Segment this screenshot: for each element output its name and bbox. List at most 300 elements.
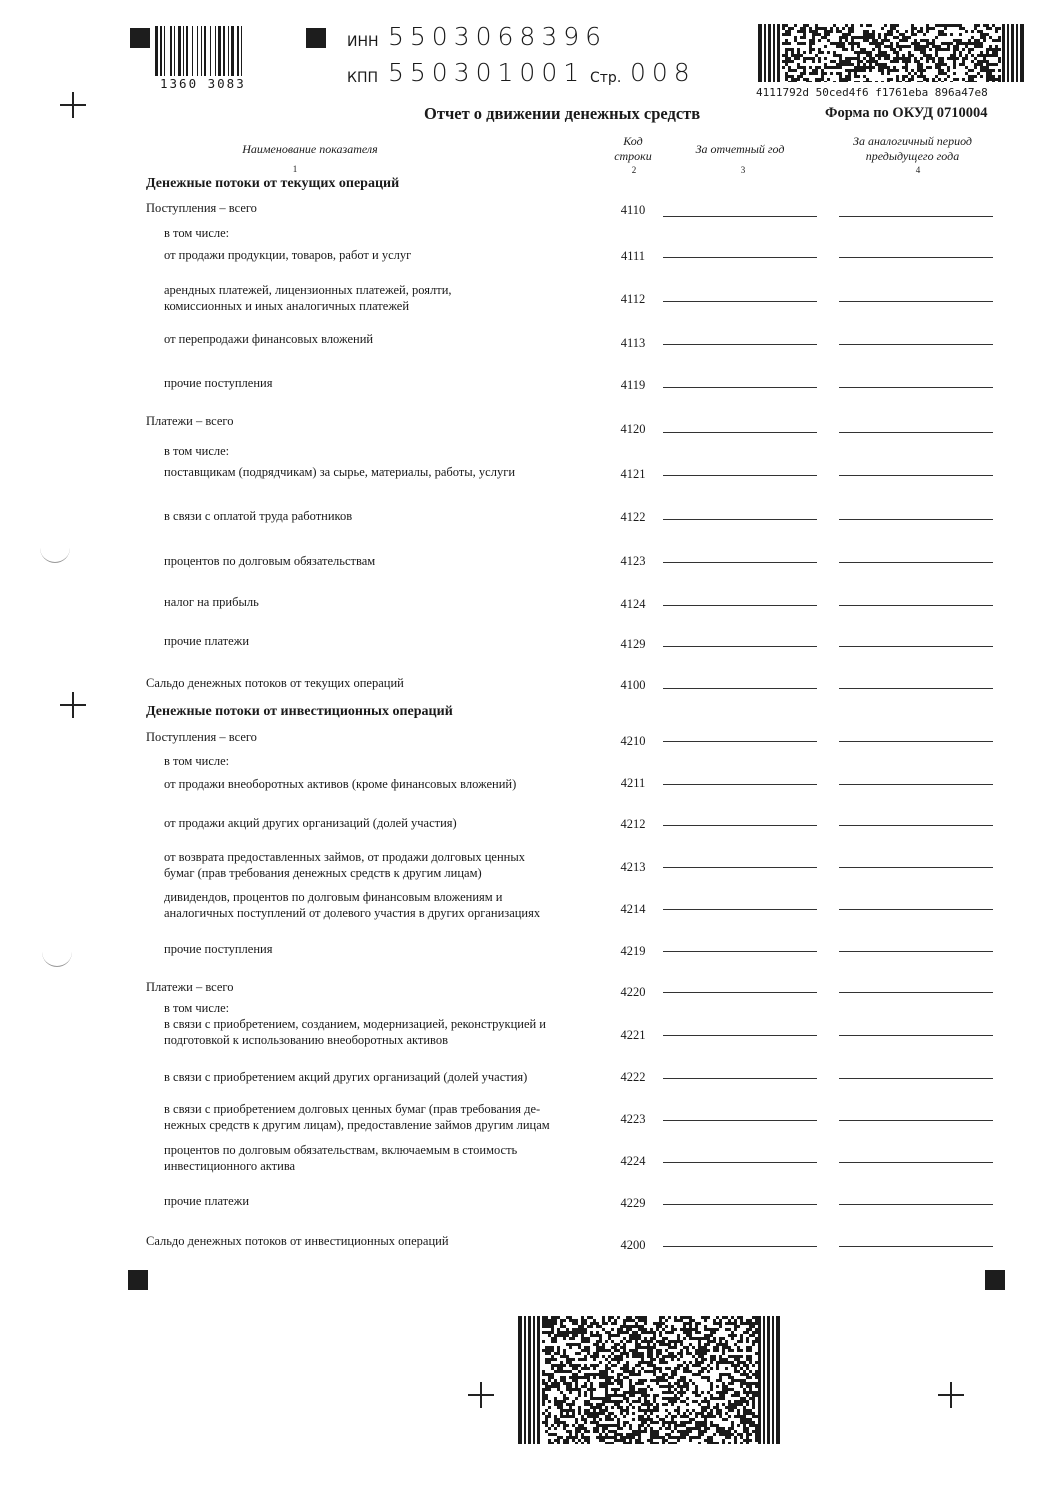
barcode-module [608, 1355, 611, 1358]
barcode-module [644, 1346, 647, 1349]
barcode-module [686, 1349, 689, 1352]
row-code: 4100 [620, 678, 646, 692]
current-year-value-line[interactable] [663, 646, 817, 647]
barcode-module [848, 63, 851, 66]
barcode-module [749, 1424, 752, 1427]
barcode-module [611, 1406, 614, 1409]
barcode-module [905, 81, 908, 82]
barcode-module [545, 1349, 548, 1352]
barcode-module [674, 1328, 677, 1331]
barcode-module [698, 1436, 701, 1439]
barcode-module [638, 1328, 641, 1331]
barcode-module [839, 78, 842, 81]
barcode-module [644, 1430, 647, 1433]
barcode-module [872, 39, 875, 42]
barcode-module [962, 27, 965, 30]
barcode-module [707, 1406, 710, 1409]
barcode-module [584, 1430, 587, 1433]
barcode-module [584, 1373, 587, 1376]
previous-year-value-line[interactable] [839, 951, 993, 952]
barcode-module [554, 1433, 557, 1436]
barcode-module [896, 45, 899, 48]
barcode-module [890, 45, 893, 48]
current-year-value-line[interactable] [663, 1246, 817, 1247]
barcode-module [641, 1379, 644, 1382]
barcode-module [686, 1334, 689, 1337]
barcode-module [965, 30, 968, 33]
row-code: 4120 [620, 422, 646, 436]
barcode-module [563, 1364, 566, 1367]
barcode-module [551, 1328, 554, 1331]
barcode-module [614, 1424, 617, 1427]
barcode-module [932, 39, 935, 42]
barcode-module [848, 42, 851, 45]
barcode-module [584, 1391, 587, 1394]
previous-year-value-line[interactable] [839, 867, 993, 868]
barcode-module [836, 42, 839, 45]
previous-year-value-line[interactable] [839, 1162, 993, 1163]
current-year-value-line[interactable] [663, 992, 817, 993]
row-label: от возврата предоставленных займов, от продажи долговых ценных бумаг (прав требования денежных средств к другим лицам) [164, 850, 526, 880]
barcode-module [680, 1376, 683, 1379]
barcode-module [926, 27, 929, 30]
barcode-module [653, 1400, 656, 1403]
barcode-module [866, 36, 869, 39]
barcode-module [785, 30, 788, 33]
previous-year-value-line[interactable] [839, 1078, 993, 1079]
barcode-module [572, 1412, 575, 1415]
barcode-module [554, 1382, 557, 1385]
barcode-module [974, 63, 977, 66]
barcode-module [689, 1319, 692, 1322]
barcode-module [578, 1370, 581, 1373]
barcode-module [593, 1415, 596, 1418]
barcode-module [542, 1403, 545, 1406]
barcode-module [926, 78, 929, 81]
barcode-module [740, 1373, 743, 1376]
barcode-module [563, 1427, 566, 1430]
barcode-module [623, 1367, 626, 1370]
barcode-module [680, 1328, 683, 1331]
report-title: Отчет о движении денежных средств [424, 104, 701, 123]
barcode-module [941, 33, 944, 36]
barcode-module [746, 1340, 749, 1343]
barcode-module [599, 1346, 602, 1349]
barcode-module [584, 1322, 587, 1325]
barcode-module [977, 42, 980, 45]
barcode-module [749, 1397, 752, 1400]
barcode-module [701, 1361, 704, 1364]
barcode-module [638, 1430, 641, 1433]
barcode-module [623, 1325, 626, 1328]
barcode-module [740, 1337, 743, 1340]
barcode-bar [204, 26, 206, 76]
barcode-guard-bar [518, 1316, 522, 1444]
barcode-module [950, 57, 953, 60]
barcode-module [584, 1358, 587, 1361]
barcode-module [728, 1415, 731, 1418]
barcode-module [662, 1385, 665, 1388]
barcode-module [719, 1430, 722, 1433]
current-year-value-line[interactable] [663, 1162, 817, 1163]
barcode-module [737, 1424, 740, 1427]
barcode-module [623, 1397, 626, 1400]
current-year-value-line[interactable] [663, 784, 817, 785]
barcode-module [956, 57, 959, 60]
barcode-module [917, 81, 920, 82]
barcode-guard-bar [776, 1316, 780, 1444]
barcode-module [737, 1316, 740, 1319]
barcode-module [848, 60, 851, 63]
barcode-module [578, 1325, 581, 1328]
barcode-module [662, 1361, 665, 1364]
barcode-module [749, 1421, 752, 1424]
barcode-module [695, 1364, 698, 1367]
barcode-module [542, 1412, 545, 1415]
barcode-module [554, 1352, 557, 1355]
barcode-module [632, 1391, 635, 1394]
previous-year-value-line[interactable] [839, 1120, 993, 1121]
barcode-module [731, 1388, 734, 1391]
barcode-module [746, 1418, 749, 1421]
barcode-module [545, 1358, 548, 1361]
barcode-module [989, 54, 992, 57]
barcode-module [752, 1373, 755, 1376]
current-year-value-line[interactable] [663, 257, 817, 258]
barcode-module [581, 1358, 584, 1361]
barcode-module [683, 1376, 686, 1379]
barcode-module [656, 1340, 659, 1343]
current-year-value-line[interactable] [663, 344, 817, 345]
barcode-module [635, 1364, 638, 1367]
current-year-value-line[interactable] [663, 1120, 817, 1121]
barcode-module [596, 1364, 599, 1367]
barcode-module [599, 1334, 602, 1337]
barcode-module [998, 39, 1001, 42]
barcode-module [980, 30, 983, 33]
row-code: 4222 [620, 1070, 646, 1084]
barcode-module [608, 1316, 611, 1319]
barcode-module [875, 81, 878, 82]
current-year-value-line[interactable] [663, 1035, 817, 1036]
barcode-module [593, 1421, 596, 1424]
barcode-module [953, 54, 956, 57]
barcode-bar [186, 26, 188, 76]
barcode-module [851, 27, 854, 30]
previous-year-value-line[interactable] [839, 301, 993, 302]
inn-value: 5503068396 [388, 22, 608, 51]
barcode-module [611, 1418, 614, 1421]
barcode-module [836, 45, 839, 48]
barcode-module [656, 1325, 659, 1328]
barcode-module [938, 63, 941, 66]
barcode-module [557, 1349, 560, 1352]
current-year-value-line[interactable] [663, 562, 817, 563]
barcode-module [662, 1340, 665, 1343]
barcode-module [704, 1325, 707, 1328]
barcode-module [611, 1400, 614, 1403]
barcode-module [575, 1385, 578, 1388]
barcode-module [680, 1319, 683, 1322]
previous-year-value-line[interactable] [839, 741, 993, 742]
barcode-module [719, 1409, 722, 1412]
barcode-module [989, 63, 992, 66]
barcode-module [716, 1349, 719, 1352]
barcode-module [860, 36, 863, 39]
barcode-module [893, 66, 896, 69]
barcode-module [647, 1355, 650, 1358]
barcode-module [671, 1442, 674, 1444]
barcode-module [644, 1328, 647, 1331]
barcode-module [701, 1352, 704, 1355]
barcode-module [692, 1436, 695, 1439]
barcode-module [689, 1361, 692, 1364]
barcode-module [695, 1352, 698, 1355]
barcode-module [794, 81, 797, 82]
barcode-module [833, 51, 836, 54]
previous-year-value-line[interactable] [839, 387, 993, 388]
barcode-module [596, 1427, 599, 1430]
barcode-module [692, 1409, 695, 1412]
current-year-value-line[interactable] [663, 387, 817, 388]
barcode-module [659, 1436, 662, 1439]
barcode-module [920, 66, 923, 69]
current-year-value-line[interactable] [663, 519, 817, 520]
barcode-module [926, 60, 929, 63]
barcode-module [746, 1436, 749, 1439]
barcode-module [668, 1355, 671, 1358]
barcode-module [809, 72, 812, 75]
barcode-module [581, 1427, 584, 1430]
barcode-module [725, 1385, 728, 1388]
barcode-module [608, 1382, 611, 1385]
previous-year-value-line[interactable] [839, 1246, 993, 1247]
barcode-module [632, 1325, 635, 1328]
previous-year-value-line[interactable] [839, 1035, 993, 1036]
crosshair-mark [60, 692, 86, 718]
barcode-module [953, 63, 956, 66]
current-year-value-line[interactable] [663, 475, 817, 476]
barcode-module [653, 1358, 656, 1361]
barcode-module [941, 69, 944, 72]
previous-year-value-line[interactable] [839, 825, 993, 826]
barcode-module [803, 78, 806, 81]
barcode-module [752, 1316, 755, 1319]
barcode-module [980, 36, 983, 39]
previous-year-value-line[interactable] [839, 646, 993, 647]
barcode-module [908, 60, 911, 63]
current-year-value-line[interactable] [663, 909, 817, 910]
barcode-module [815, 81, 818, 82]
previous-year-value-line[interactable] [839, 344, 993, 345]
row-label: процентов по долговым обязательствам [164, 554, 376, 568]
barcode-module [605, 1349, 608, 1352]
barcode-module [878, 42, 881, 45]
barcode-module [542, 1400, 545, 1403]
barcode-module [644, 1340, 647, 1343]
current-year-value-line[interactable] [663, 688, 817, 689]
barcode-module [686, 1421, 689, 1424]
barcode-module [566, 1439, 569, 1442]
barcode-module [824, 63, 827, 66]
barcode-module [578, 1364, 581, 1367]
previous-year-value-line[interactable] [839, 992, 993, 993]
barcode-module [746, 1331, 749, 1334]
barcode-module [752, 1343, 755, 1346]
barcode-module [599, 1403, 602, 1406]
barcode-module [542, 1316, 545, 1319]
barcode-module [839, 54, 842, 57]
barcode-module [683, 1337, 686, 1340]
barcode-module [737, 1340, 740, 1343]
barcode-module [953, 48, 956, 51]
barcode-module [647, 1340, 650, 1343]
current-year-value-line[interactable] [663, 432, 817, 433]
barcode-module [710, 1415, 713, 1418]
barcode-module [674, 1373, 677, 1376]
barcode-module [755, 1328, 758, 1331]
barcode-module [545, 1373, 548, 1376]
barcode-module [602, 1424, 605, 1427]
barcode-module [920, 27, 923, 30]
barcode-module [662, 1373, 665, 1376]
barcode-module [611, 1394, 614, 1397]
previous-year-value-line[interactable] [839, 257, 993, 258]
barcode-module [644, 1322, 647, 1325]
row-label: Платежи – всего [146, 980, 234, 994]
barcode-module [605, 1331, 608, 1334]
previous-year-value-line[interactable] [839, 475, 993, 476]
barcode-module [614, 1430, 617, 1433]
previous-year-value-line[interactable] [839, 605, 993, 606]
previous-year-value-line[interactable] [839, 562, 993, 563]
previous-year-value-line[interactable] [839, 688, 993, 689]
current-year-value-line[interactable] [663, 825, 817, 826]
barcode-module [959, 27, 962, 30]
barcode-module [590, 1397, 593, 1400]
previous-year-value-line[interactable] [839, 1204, 993, 1205]
barcode-module [782, 33, 785, 36]
barcode-module [824, 30, 827, 33]
barcode-module [842, 33, 845, 36]
barcode-module [854, 81, 857, 82]
barcode-module [617, 1388, 620, 1391]
barcode-module [584, 1331, 587, 1334]
barcode-module [890, 42, 893, 45]
barcode-module [542, 1331, 545, 1334]
barcode-module [755, 1322, 758, 1325]
barcode-module [965, 42, 968, 45]
current-year-value-line[interactable] [663, 1078, 817, 1079]
current-year-value-line[interactable] [663, 951, 817, 952]
barcode-module [599, 1349, 602, 1352]
barcode-module [701, 1424, 704, 1427]
barcode-module [710, 1361, 713, 1364]
barcode-module [977, 72, 980, 75]
barcode-module [854, 51, 857, 54]
barcode-module [845, 60, 848, 63]
barcode-module [611, 1346, 614, 1349]
barcode-module [734, 1322, 737, 1325]
barcode-module [686, 1322, 689, 1325]
barcode-module [791, 60, 794, 63]
barcode-module [632, 1436, 635, 1439]
barcode-module [788, 48, 791, 51]
barcode-module [992, 78, 995, 81]
current-year-value-line[interactable] [663, 216, 817, 217]
current-year-value-line[interactable] [663, 605, 817, 606]
barcode-module [932, 60, 935, 63]
barcode-module [731, 1433, 734, 1436]
barcode-module [707, 1337, 710, 1340]
barcode-module [869, 69, 872, 72]
barcode-module [728, 1427, 731, 1430]
current-year-value-line[interactable] [663, 1204, 817, 1205]
previous-year-value-line[interactable] [839, 909, 993, 910]
barcode-module [734, 1442, 737, 1444]
barcode-module [620, 1427, 623, 1430]
barcode-module [884, 57, 887, 60]
barcode-module [626, 1328, 629, 1331]
barcode-module [995, 54, 998, 57]
barcode-module [995, 78, 998, 81]
barcode-module [635, 1331, 638, 1334]
row-code: 4212 [620, 817, 646, 831]
barcode-module [659, 1418, 662, 1421]
barcode-module [722, 1316, 725, 1319]
barcode-module [671, 1391, 674, 1394]
barcode-module [791, 81, 794, 82]
barcode-module [893, 24, 896, 27]
barcode-module [608, 1376, 611, 1379]
barcode-module [743, 1406, 746, 1409]
barcode-module [725, 1343, 728, 1346]
barcode-module [569, 1337, 572, 1340]
previous-year-value-line[interactable] [839, 432, 993, 433]
current-year-value-line[interactable] [663, 867, 817, 868]
barcode-module [551, 1373, 554, 1376]
barcode-module [662, 1418, 665, 1421]
previous-year-value-line[interactable] [839, 784, 993, 785]
barcode-module [917, 66, 920, 69]
barcode-module [695, 1322, 698, 1325]
barcode-module [584, 1394, 587, 1397]
barcode-module [704, 1424, 707, 1427]
barcode-module [563, 1355, 566, 1358]
barcode-module [842, 60, 845, 63]
barcode-module [716, 1406, 719, 1409]
barcode-module [746, 1409, 749, 1412]
barcode-module [968, 48, 971, 51]
barcode-module [755, 1430, 758, 1433]
barcode-module [722, 1361, 725, 1364]
barcode-module [683, 1346, 686, 1349]
barcode-module [722, 1433, 725, 1436]
barcode-module [851, 36, 854, 39]
barcode-module [731, 1349, 734, 1352]
previous-year-value-line[interactable] [839, 519, 993, 520]
barcode-module [725, 1346, 728, 1349]
barcode-module [992, 81, 995, 82]
barcode-module [641, 1442, 644, 1444]
barcode-module [587, 1376, 590, 1379]
current-year-value-line[interactable] [663, 301, 817, 302]
barcode-module [602, 1385, 605, 1388]
barcode-module [959, 42, 962, 45]
current-year-value-line[interactable] [663, 741, 817, 742]
previous-year-value-line[interactable] [839, 216, 993, 217]
barcode-module [968, 75, 971, 78]
